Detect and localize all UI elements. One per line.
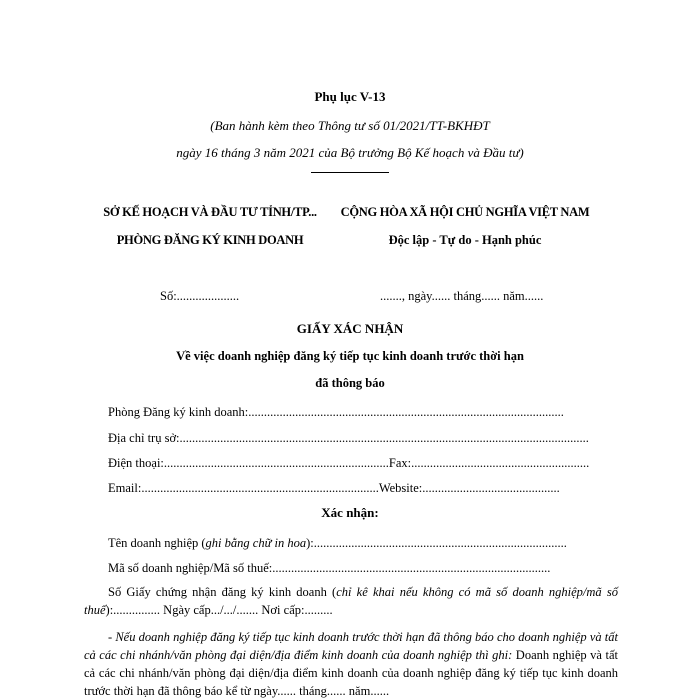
issued-line-1: (Ban hành kèm theo Thông tư số 01/2021/TT-BKHĐT: [210, 118, 490, 133]
resume-note-text: Doanh nghiệp và tất cả các chi nhánh/văn phòng đại diện/địa điểm kinh doanh của doanh nghiệp đăng ký tiếp tục kinh doanh trước thời hạn đã thông báo kể từ ngày...... tháng...... năm......: [84, 648, 618, 698]
office-name-field: Phòng Đăng ký kinh doanh:.....................................................................................................: [108, 405, 564, 419]
document-title: GIẤY XÁC NHẬN: [296, 321, 404, 336]
office-phone-fax-field: Điện thoại:........................................................................Fax:.........................................................: [108, 456, 590, 470]
document-subtitle-1: Về việc doanh nghiệp đăng ký tiếp tục kinh doanh trước thời hạn: [176, 349, 524, 363]
confirm-heading: Xác nhận:: [321, 505, 379, 520]
office-name: PHÒNG ĐĂNG KÝ KINH DOANH: [116, 233, 304, 247]
certificate-label: Số Giấy chứng nhận đăng ký kinh doanh (: [108, 585, 337, 599]
company-name-label: Tên doanh nghiệp (: [108, 536, 206, 550]
resume-note-condition: - Nếu doanh nghiệp đăng ký tiếp tục kinh doanh trước thời hạn đã thông báo cho doanh nghiệp và tất cả các chi nhánh/văn phòng đại diện/địa điểm kinh doanh của doanh nghiệp thì ghi:: [84, 630, 618, 662]
company-name-dots: ):.................................................................................: [306, 536, 567, 550]
office-address-field: Địa chỉ trụ sở:...................................................................................................................................: [108, 431, 589, 445]
certificate-field: [84, 583, 618, 619]
issued-line-2: ngày 16 tháng 3 năm 2021 của Bộ trưởng Bộ Kế hoạch và Đầu tư): [176, 145, 524, 160]
country-name: CỘNG HÒA XÃ HỘI CHỦ NGHĨA VIỆT NAM: [340, 205, 590, 219]
document-number: Số:....................: [160, 289, 240, 303]
certificate-rest: ):............... Ngày cấp.../.../....... Nơi cấp:.........: [105, 603, 333, 617]
company-name-hint: ghi bằng chữ in hoa: [205, 536, 307, 550]
national-motto: Độc lập - Tự do - Hạnh phúc: [388, 233, 542, 247]
document-date: ......., ngày...... tháng...... năm......: [380, 289, 544, 303]
certificate-hint: chỉ kê khai nếu không có mã số doanh nghiệp/mã số thuế: [84, 585, 619, 617]
department-name: SỞ KẾ HOẠCH VÀ ĐẦU TƯ TỈNH/TP...: [103, 205, 317, 219]
company-code-field: Mã số doanh nghiệp/Mã số thuế:.........................................................................................: [108, 561, 551, 575]
header-divider: [311, 172, 389, 173]
office-email-website-field: Email:............................................................................Website:............................................: [108, 481, 560, 495]
document-subtitle-2: đã thông báo: [315, 376, 385, 390]
appendix-title: Phụ lục V-13: [314, 89, 386, 104]
company-name-field: [108, 536, 618, 551]
resume-note-paragraph: [84, 628, 618, 700]
